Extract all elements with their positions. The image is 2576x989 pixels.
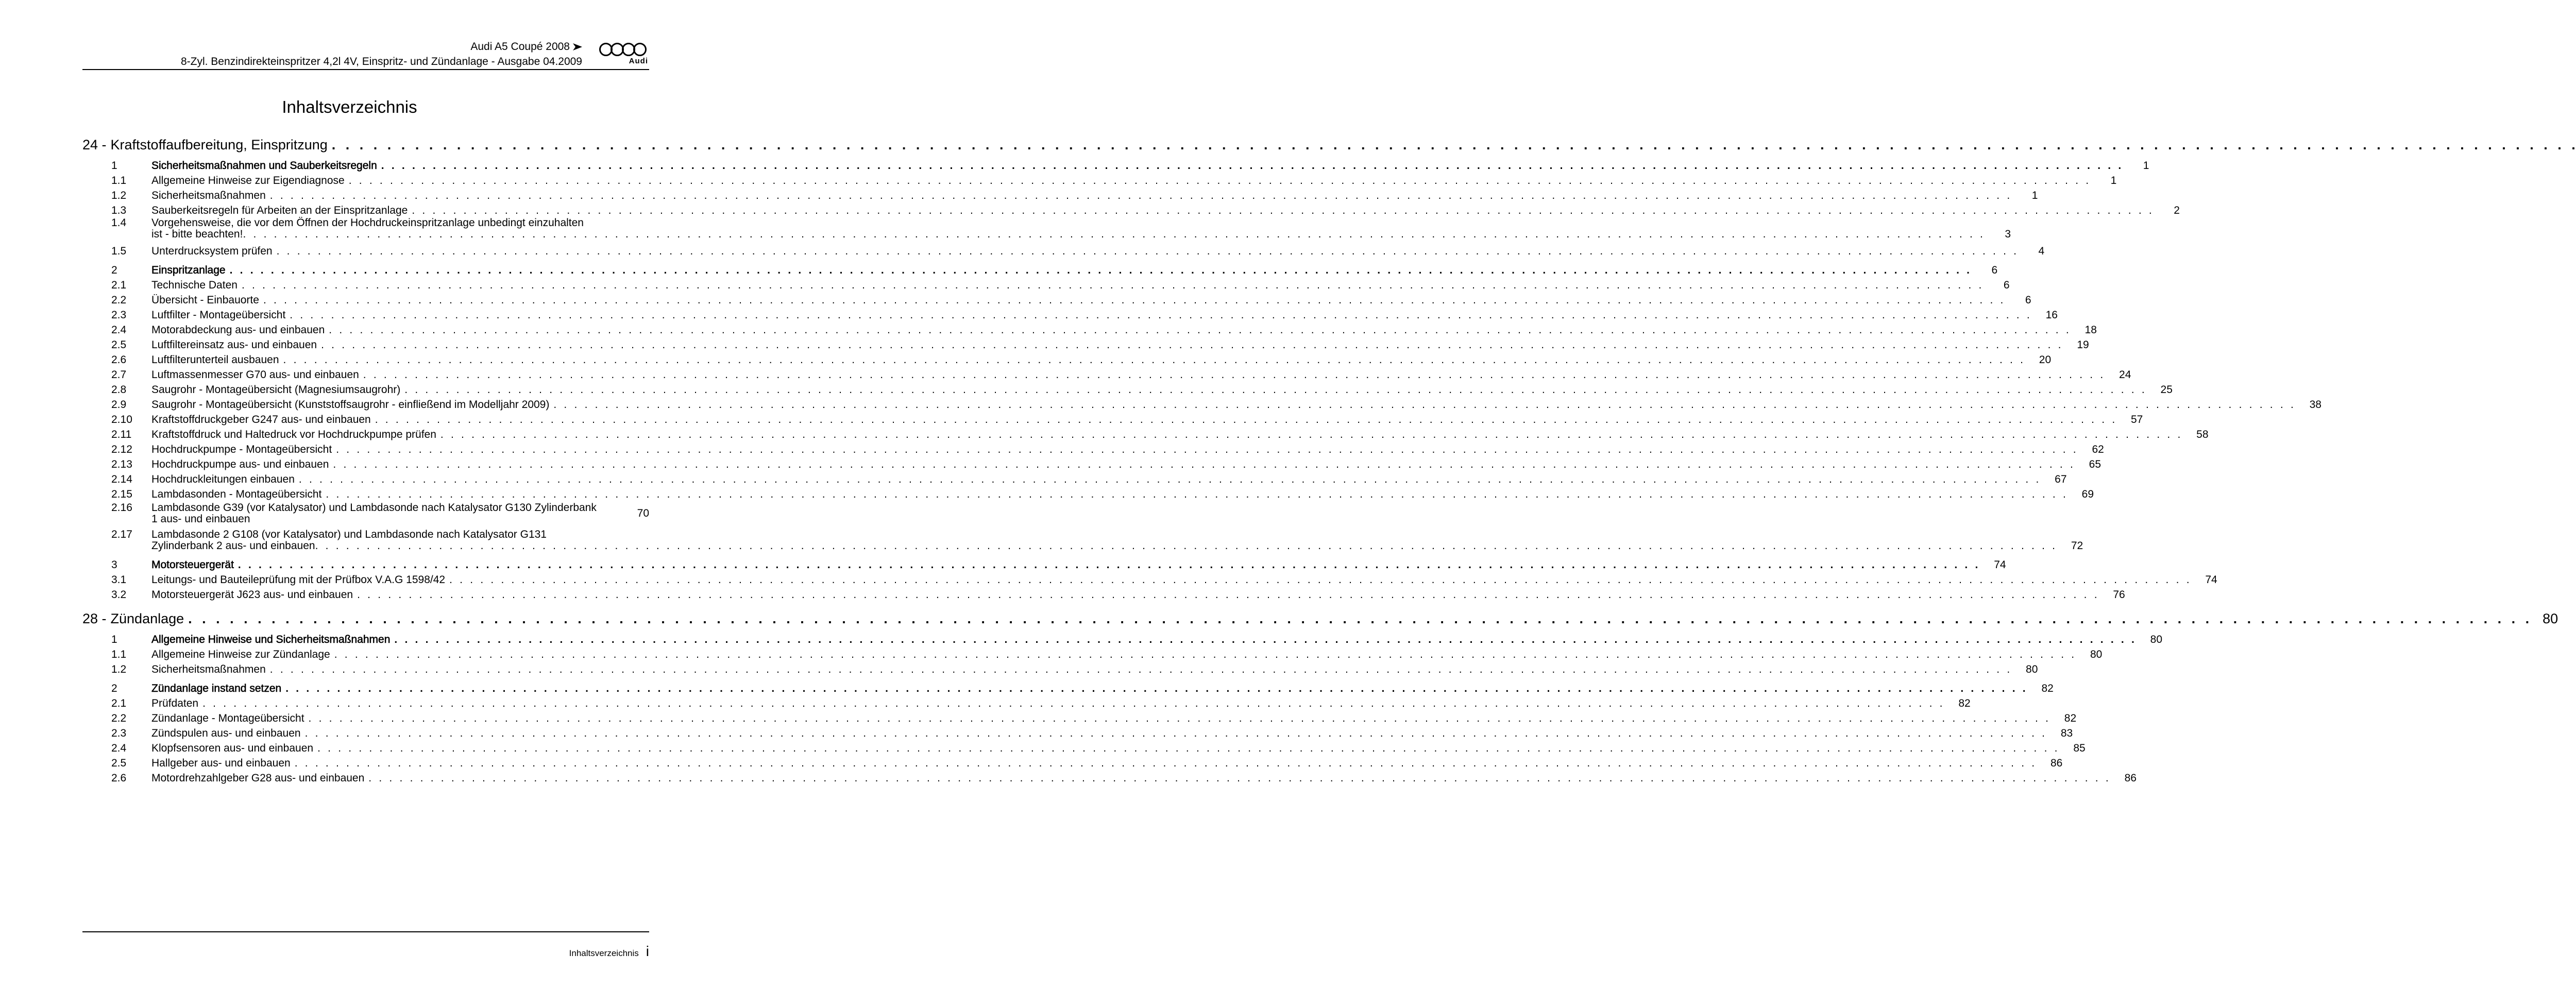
toc-number: 28 - bbox=[82, 611, 107, 626]
toc-label-line1: Vorgehensweise, die vor dem Öffnen der Hochdruckeinspritzanlage unbedingt einzuhalten bbox=[151, 217, 584, 229]
toc-entry-z2-2[interactable] bbox=[82, 710, 2077, 725]
header-model-text: Audi A5 Coupé 2008 bbox=[470, 41, 570, 53]
toc-label: Zündanlage instand setzen bbox=[151, 683, 282, 694]
footer-label: Inhaltsverzeichnis bbox=[569, 948, 639, 958]
toc-leader bbox=[336, 443, 2078, 456]
toc-page: 20 bbox=[2039, 354, 2052, 366]
page-footer bbox=[569, 944, 649, 959]
toc-entry-2-15[interactable] bbox=[82, 486, 2094, 501]
toc-label: Prüfdaten bbox=[151, 697, 199, 709]
toc-leader bbox=[449, 573, 2192, 587]
toc-label: Luftmassenmesser G70 aus- und einbauen bbox=[151, 369, 359, 381]
toc-label: Luftfilterunterteil ausbauen bbox=[151, 354, 279, 366]
toc-page: 1 bbox=[2110, 175, 2117, 186]
toc-page: 82 bbox=[2041, 683, 2054, 694]
toc-leader bbox=[357, 588, 2099, 602]
toc-page: 6 bbox=[2003, 279, 2010, 291]
toc-page: 19 bbox=[2077, 339, 2089, 351]
toc-page: 86 bbox=[2050, 757, 2063, 769]
toc-label: Kraftstoffdruck und Haltedruck vor Hochdruckpumpe prüfen bbox=[151, 429, 436, 440]
toc-number: 1.1 bbox=[111, 175, 127, 186]
toc-page: 4 bbox=[2038, 245, 2045, 257]
toc-number: 1.3 bbox=[111, 204, 127, 216]
toc-number: 2.1 bbox=[111, 697, 127, 709]
toc-label: Saugrohr - Montageübersicht (Magnesiumsaugrohr) bbox=[151, 384, 401, 396]
toc-label: Kraftstoffaufbereitung, Einspritzung bbox=[110, 137, 328, 152]
toc-entry-2-12[interactable] bbox=[82, 441, 2104, 456]
audi-rings-icon bbox=[598, 42, 649, 57]
toc-number: 2.12 bbox=[111, 444, 132, 455]
toc-label: Allgemeine Hinweise zur Eigendiagnose bbox=[151, 175, 345, 186]
toc-page: 76 bbox=[2113, 589, 2125, 601]
toc-entry-2-16[interactable] bbox=[82, 502, 649, 525]
toc-label: Hallgeber aus- und einbauen bbox=[151, 757, 291, 769]
toc-leader bbox=[243, 229, 1985, 240]
toc-entry-2-8[interactable] bbox=[82, 382, 2173, 397]
toc-leader bbox=[263, 294, 2006, 307]
toc-leader bbox=[290, 309, 2032, 322]
toc-entry-2-11[interactable] bbox=[82, 427, 2209, 441]
toc-page: 83 bbox=[2060, 727, 2073, 739]
toc-page: 25 bbox=[2160, 384, 2173, 396]
toc-page: 74 bbox=[1994, 559, 2006, 571]
toc-number: 1.4 bbox=[111, 217, 127, 229]
toc-page: 1 bbox=[2031, 190, 2038, 201]
toc-page: 80 bbox=[2026, 663, 2038, 675]
toc-entry-3-1[interactable] bbox=[82, 572, 2217, 587]
toc-entry-2-4[interactable] bbox=[82, 322, 2097, 337]
toc-label-line1: Lambdasonde G39 (vor Katalysator) und Lambdasonde nach Katalysator G130 Zylinderbank bbox=[151, 502, 597, 514]
toc-leader bbox=[315, 540, 2058, 552]
toc-number: 3 bbox=[111, 559, 117, 571]
header-rule bbox=[82, 69, 649, 70]
toc-label-line2: Zylinderbank 2 aus- und einbauen bbox=[151, 540, 315, 552]
toc-number: 1.5 bbox=[111, 245, 127, 257]
toc-leader bbox=[412, 204, 2154, 217]
audi-logo bbox=[598, 40, 649, 69]
toc-label: Sicherheitsmaßnahmen bbox=[151, 663, 266, 675]
toc-page: 38 bbox=[2309, 399, 2321, 411]
toc-number: 2.4 bbox=[111, 742, 127, 754]
toc-number: 2.13 bbox=[111, 458, 132, 470]
toc-entry-2-9[interactable] bbox=[82, 397, 2321, 412]
toc-number: 3.2 bbox=[111, 589, 127, 601]
toc-label: Sauberkeitsregeln für Arbeiten an der Einspritzanlage bbox=[151, 204, 408, 216]
toc-leader bbox=[230, 264, 1972, 277]
toc-number: 2.3 bbox=[111, 309, 127, 321]
toc-entry-2-5[interactable] bbox=[82, 337, 2089, 352]
toc-leader bbox=[329, 323, 2071, 337]
toc-label: Hochdruckpumpe aus- und einbauen bbox=[151, 458, 329, 470]
toc-leader bbox=[202, 697, 1945, 710]
toc-label: Sicherheitsmaßnahmen und Sauberkeitsregeln bbox=[151, 160, 377, 172]
toc-leader bbox=[394, 633, 2137, 646]
toc-leader bbox=[368, 772, 2111, 785]
toc-number: 1 bbox=[111, 160, 117, 172]
toc-page: 74 bbox=[2205, 574, 2217, 586]
toc-page: 80 bbox=[2090, 649, 2103, 660]
toc-page: 1 bbox=[2143, 160, 2149, 172]
toc-leader bbox=[283, 353, 2026, 367]
audi-wordmark: Audi bbox=[629, 57, 648, 65]
toc-leader bbox=[553, 398, 2296, 412]
toc-page: 57 bbox=[2131, 414, 2143, 425]
toc-chapter-1[interactable] bbox=[82, 158, 2149, 173]
toc-leader bbox=[299, 473, 2041, 486]
toc-page: 2 bbox=[2174, 204, 2180, 216]
toc-entry-z2-6[interactable] bbox=[82, 770, 2137, 785]
toc-label: Übersicht - Einbauorte bbox=[151, 294, 259, 306]
toc-leader bbox=[404, 383, 2147, 397]
toc-entry-z2-5[interactable] bbox=[82, 755, 2063, 770]
toc-page: 82 bbox=[2064, 712, 2077, 724]
toc-leader bbox=[334, 648, 2077, 661]
toc-page: 69 bbox=[2081, 488, 2094, 500]
toc-number: 1.2 bbox=[111, 663, 127, 675]
toc-leader bbox=[309, 712, 2051, 725]
toc-label: Kraftstoffdruckgeber G247 aus- und einbauen bbox=[151, 414, 371, 425]
toc-entry-2-2[interactable] bbox=[82, 292, 2031, 307]
toc-page: 82 bbox=[1958, 697, 1971, 709]
toc-label-line2: 1 aus- und einbauen bbox=[151, 513, 250, 525]
toc-number: 2.6 bbox=[111, 772, 127, 784]
toc-section-28[interactable] bbox=[82, 610, 2558, 627]
toc-entry-2-6[interactable] bbox=[82, 352, 2052, 367]
toc-page: 80 bbox=[2543, 611, 2558, 626]
toc-number: 2.2 bbox=[111, 712, 127, 724]
header-subtitle: 8-Zyl. Benzindirekteinspritzer 4,2l 4V, Einspritz- und Zündanlage - Ausgabe 04.2009 bbox=[180, 56, 582, 67]
toc-number: 1.2 bbox=[111, 190, 127, 201]
toc-section-24[interactable] bbox=[82, 136, 649, 154]
toc-leader bbox=[305, 727, 2047, 740]
toc-page: 86 bbox=[2124, 772, 2137, 784]
toc-label: Luftfilter - Montageübersicht bbox=[151, 309, 286, 321]
toc-label: Technische Daten bbox=[151, 279, 238, 291]
footer-rule bbox=[82, 931, 649, 932]
toc-entry-2-10[interactable] bbox=[82, 412, 2143, 427]
toc-number: 2.3 bbox=[111, 727, 127, 739]
toc-label: Luftfiltereinsatz aus- und einbauen bbox=[151, 339, 317, 351]
toc-entry-z2-3[interactable] bbox=[82, 725, 2073, 740]
toc-leader bbox=[349, 174, 2091, 187]
toc-page: 6 bbox=[2025, 294, 2031, 306]
toc-page: 72 bbox=[2071, 540, 2083, 552]
toc-page: 67 bbox=[2055, 473, 2067, 485]
toc-page: 62 bbox=[2092, 444, 2104, 455]
toc-entry-2-1[interactable] bbox=[82, 277, 2010, 292]
toc-leader bbox=[326, 488, 2068, 501]
toc-label: Klopfsensoren aus- und einbauen bbox=[151, 742, 314, 754]
toc-page: 3 bbox=[2005, 228, 2011, 240]
toc-number: 2.2 bbox=[111, 294, 127, 306]
page-title: Inhaltsverzeichnis bbox=[282, 97, 417, 116]
toc-number: 2.15 bbox=[111, 488, 132, 500]
header-model bbox=[470, 40, 582, 54]
toc-entry-2-17[interactable] bbox=[82, 528, 2083, 552]
toc-leader bbox=[270, 189, 2012, 202]
toc-number: 2.7 bbox=[111, 369, 127, 381]
toc-entry-z1-2[interactable] bbox=[82, 661, 2038, 676]
toc-label: Motorabdeckung aus- und einbauen bbox=[151, 324, 325, 336]
toc-entry-1-5[interactable] bbox=[82, 243, 2045, 258]
toc-entry-1-3[interactable] bbox=[82, 202, 2180, 217]
toc-label: Motorsteuergerät bbox=[151, 559, 234, 571]
toc-number: 1 bbox=[111, 634, 117, 645]
toc-number: 2.5 bbox=[111, 757, 127, 769]
toc-label-line1: Lambdasonde 2 G108 (vor Katalysator) und Lambdasonde nach Katalysator G131 bbox=[151, 528, 547, 540]
toc-chapter-z1[interactable] bbox=[82, 632, 2163, 646]
toc-page: 80 bbox=[2150, 634, 2163, 645]
toc-number: 2.9 bbox=[111, 399, 127, 411]
toc-number: 1.1 bbox=[111, 649, 127, 660]
toc-label: Einspritzanlage bbox=[151, 264, 226, 276]
toc-label: Zündanlage - Montageübersicht bbox=[151, 712, 304, 724]
toc-number: 2.6 bbox=[111, 354, 127, 366]
toc-leader bbox=[321, 338, 2063, 352]
toc-label: Hochdruckpumpe - Montageübersicht bbox=[151, 444, 332, 455]
toc-entry-2-3[interactable] bbox=[82, 307, 2058, 322]
toc-chapter-3[interactable] bbox=[82, 557, 2006, 572]
toc-label: Motorsteuergerät J623 aus- und einbauen bbox=[151, 589, 353, 601]
arrow-right-icon bbox=[573, 40, 582, 54]
toc-number: 2.1 bbox=[111, 279, 127, 291]
toc-number: 2.8 bbox=[111, 384, 127, 396]
toc-number: 2.4 bbox=[111, 324, 127, 336]
toc-label: Motordrehzahlgeber G28 aus- und einbauen bbox=[151, 772, 365, 784]
toc-label: Sicherheitsmaßnahmen bbox=[151, 190, 266, 201]
toc-page: 70 bbox=[637, 507, 649, 519]
toc-entry-2-13[interactable] bbox=[82, 456, 2102, 471]
toc-label: Allgemeine Hinweise zur Zündanlage bbox=[151, 649, 330, 660]
toc-label: Allgemeine Hinweise und Sicherheitsmaßnahmen bbox=[151, 634, 391, 645]
toc-page: 6 bbox=[1991, 264, 1998, 276]
toc-number: 2.16 bbox=[111, 502, 132, 514]
toc-number: 2 bbox=[111, 683, 117, 694]
toc-label: Hochdruckleitungen einbauen bbox=[151, 473, 295, 485]
toc-number: 2.11 bbox=[111, 429, 132, 440]
toc-label: Zündspulen aus- und einbauen bbox=[151, 727, 301, 739]
page-header bbox=[82, 40, 649, 71]
toc-entry-z2-1[interactable] bbox=[82, 695, 1971, 710]
toc-page: 24 bbox=[2119, 369, 2131, 381]
toc-leader bbox=[238, 558, 1980, 572]
toc-label: Saugrohr - Montageübersicht (Kunststoffsaugrohr - einfließend im Modelljahr 2009) bbox=[151, 399, 550, 411]
toc-leader bbox=[332, 136, 2576, 154]
toc-page: 18 bbox=[2084, 324, 2097, 336]
footer-page-number: i bbox=[646, 943, 649, 959]
toc-entry-1-4[interactable] bbox=[82, 217, 2011, 240]
toc-leader bbox=[285, 682, 2028, 695]
toc-entry-z2-4[interactable] bbox=[82, 740, 2086, 755]
toc-leader bbox=[295, 757, 2037, 770]
table-of-contents bbox=[82, 136, 2558, 785]
toc-number: 24 - bbox=[82, 137, 107, 152]
toc-page: 58 bbox=[2196, 429, 2209, 440]
toc-page: 16 bbox=[2045, 309, 2058, 321]
toc-page: 65 bbox=[2089, 458, 2102, 470]
toc-leader bbox=[242, 279, 1984, 292]
toc-label: Lambdasonden - Montageübersicht bbox=[151, 488, 322, 500]
toc-leader bbox=[333, 458, 2075, 471]
toc-leader bbox=[375, 413, 2117, 427]
toc-leader bbox=[270, 663, 2012, 676]
toc-chapter-2[interactable] bbox=[82, 262, 1998, 277]
toc-entry-1-1[interactable] bbox=[82, 173, 2117, 187]
toc-label: Unterdrucksystem prüfen bbox=[151, 245, 273, 257]
toc-number: 2.14 bbox=[111, 473, 132, 485]
toc-leader bbox=[277, 245, 2019, 258]
toc-leader bbox=[363, 368, 2106, 382]
toc-entry-2-14[interactable] bbox=[82, 471, 2067, 486]
toc-leader bbox=[317, 742, 2060, 755]
toc-label: Zündanlage bbox=[110, 611, 184, 626]
toc-leader bbox=[440, 428, 2183, 441]
toc-number: 2.5 bbox=[111, 339, 127, 351]
toc-entry-2-7[interactable] bbox=[82, 367, 2131, 382]
toc-number: 2.10 bbox=[111, 414, 132, 425]
toc-number: 3.1 bbox=[111, 574, 127, 586]
toc-entry-1-2[interactable] bbox=[82, 187, 2038, 202]
toc-number: 2 bbox=[111, 264, 117, 276]
toc-page: 85 bbox=[2073, 742, 2086, 754]
toc-chapter-z2[interactable] bbox=[82, 680, 2054, 695]
toc-label-line2: ist - bitte beachten! bbox=[151, 228, 243, 240]
toc-entry-z1-1[interactable] bbox=[82, 646, 2103, 661]
toc-leader bbox=[381, 159, 2124, 173]
toc-leader bbox=[188, 610, 2532, 627]
toc-number: 2.17 bbox=[111, 528, 132, 540]
toc-entry-3-2[interactable] bbox=[82, 587, 2125, 602]
toc-label: Leitungs- und Bauteileprüfung mit der Prüfbox V.A.G 1598/42 bbox=[151, 574, 446, 586]
